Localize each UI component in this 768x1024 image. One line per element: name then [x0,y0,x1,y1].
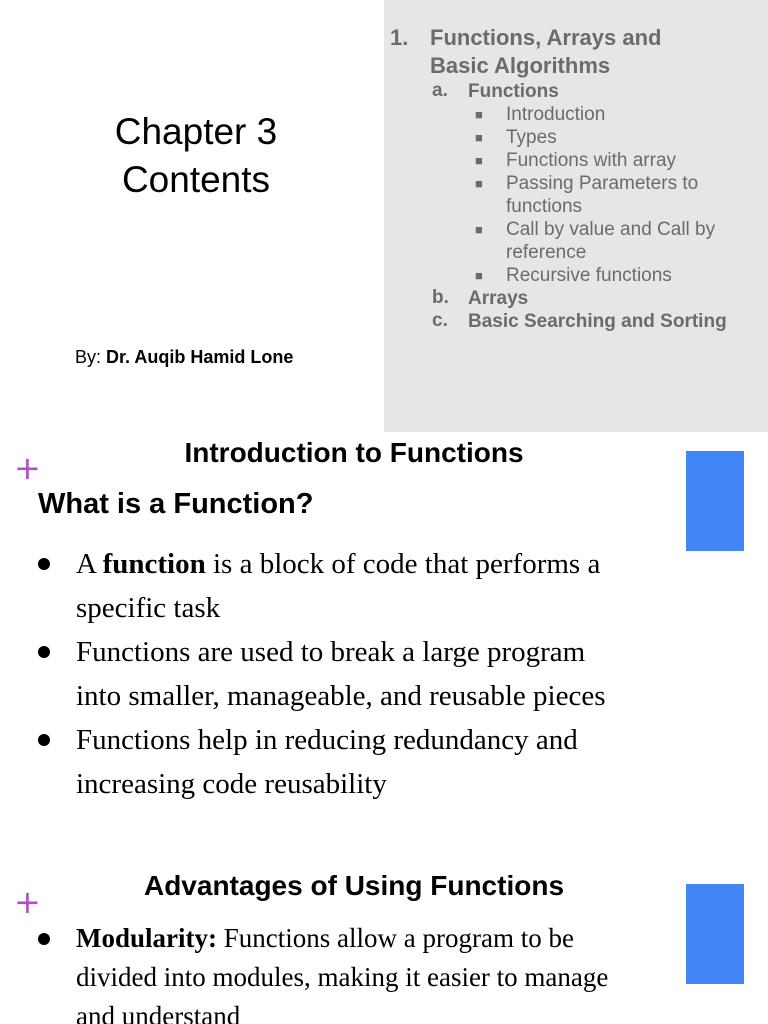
bullet-text-line2: specific task [76,592,221,624]
slide-subheading: What is a Function? [38,488,314,520]
bullet-item [38,718,678,806]
plus-icon: + [14,449,41,487]
chapter-title [60,108,332,204]
toc-subitem-label: Basic Searching and Sorting [468,311,727,332]
square-bullet-icon: ■ [475,153,483,168]
byline [75,347,293,368]
bullet-dot-icon [38,933,50,945]
toc-topic-label-line2: reference [506,242,587,263]
intro-functions-slide [0,432,768,864]
toc-subitem-label: Arrays [468,288,529,309]
chapter-title-line1: Chapter 3 [114,111,278,152]
toc-list [390,24,764,333]
bullet-dot-icon [38,734,50,746]
bullet-text: A [76,548,103,580]
bullet-bold-term: Modularity: [76,923,217,953]
definition-bullet-list [38,542,678,806]
toc-subitem-label: Functions [468,81,559,102]
bullet-text: Functions help in reducing redundancy and [76,724,578,756]
toc-item-title-line1: Functions, Arrays and [430,25,662,50]
bullet-text-line2: divided into modules, making it easier to manage [76,962,609,992]
toc-subitem-letter: c. [432,310,448,331]
toc-topic-label-line1: Call by value and Call by [506,219,716,240]
toc-subitem-searching-sorting [430,310,764,333]
toc-topic-label: Introduction [506,104,606,125]
bullet-text-line2: into smaller, manageable, and reusable pieces [76,680,606,712]
toc-item-title-line2: Basic Algorithms [430,53,611,78]
bullet-text-line2: increasing code reusability [76,768,387,800]
toc-topic-call-by-value-reference [468,218,764,264]
toc-sublist [430,80,764,333]
toc-topic-label-line1: Passing Parameters to [506,173,699,194]
toc-topic-passing-parameters [468,172,764,218]
bullet-text-line3: and understand [76,1001,241,1024]
bullet-text: Functions allow a program to be [217,923,574,953]
bullet-item [38,919,678,1024]
toc-item-1 [390,24,764,333]
square-bullet-icon: ■ [475,268,483,283]
toc-topic-list [468,103,764,287]
bullet-bold-term: function [102,548,206,580]
toc-topic-label: Recursive functions [506,265,672,286]
advantages-bullet-list [38,919,678,1024]
bullet-dot-icon [38,558,50,570]
toc-subitem-arrays [430,287,764,310]
square-bullet-icon: ■ [475,107,483,122]
advantages-slide [0,864,768,1024]
toc-topic-label-line2: functions [506,196,583,217]
chapter-title-line2: Contents [121,159,271,200]
bullet-dot-icon [38,646,50,658]
author-name: Dr. Auqib Hamid Lone [106,347,294,367]
toc-topic-label: Functions with array [506,150,677,171]
square-bullet-icon: ■ [475,130,483,145]
title-slide [0,0,768,432]
bullet-item [38,630,678,718]
bullet-text: Functions are used to break a large program [76,636,586,668]
slide-heading: Advantages of Using Functions [143,870,565,901]
plus-icon: + [14,883,41,921]
toc-subitem-functions [430,80,764,287]
square-bullet-icon: ■ [475,176,483,191]
toc-subitem-letter: b. [432,287,449,308]
toc-item-number: 1. [390,25,409,50]
table-of-contents-panel [384,0,768,432]
byline-prefix: By: [75,347,107,367]
toc-topic-label: Types [506,127,557,148]
bullet-text: is a block of code that performs a [205,548,601,580]
square-bullet-icon: ■ [475,222,483,237]
slide-heading: Introduction to Functions [184,437,524,468]
toc-topic-introduction [468,103,764,126]
toc-topic-recursive-functions [468,264,764,287]
toc-subitem-letter: a. [432,80,448,101]
toc-topic-types [468,126,764,149]
toc-topic-functions-with-array [468,149,764,172]
bullet-item [38,542,678,630]
